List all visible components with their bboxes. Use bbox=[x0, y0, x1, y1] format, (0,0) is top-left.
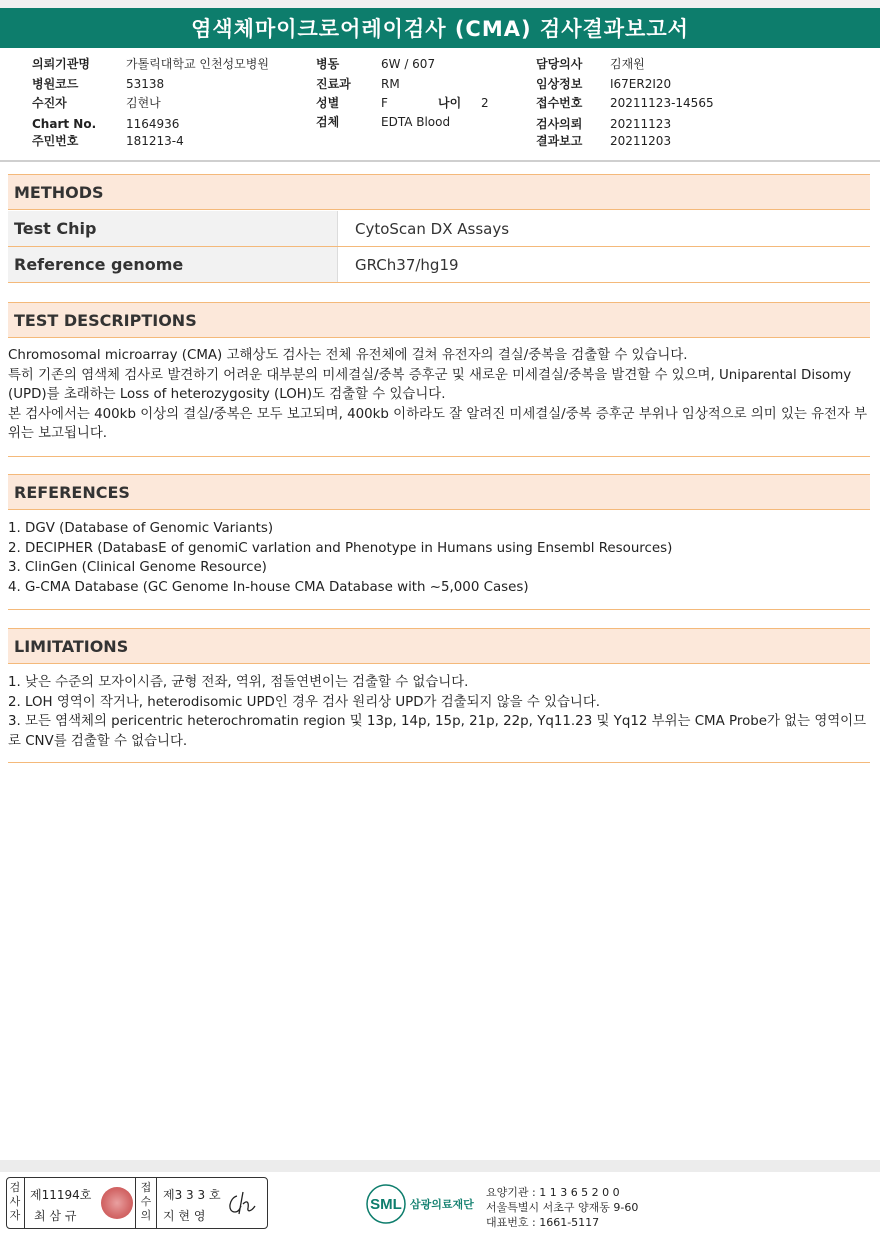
value-specimen: EDTA Blood bbox=[381, 115, 451, 129]
institution-code: 요양기관 : 1 1 3 6 5 2 0 0 bbox=[486, 1186, 620, 1199]
label-chart-no: Chart No. bbox=[32, 117, 97, 131]
label-report-date: 결과보고 bbox=[536, 134, 583, 148]
description-line: Chromosomal microarray (CMA) 고해상도 검사는 전체 유전체에 걸쳐 유전자의 결실/중복을 검출할 수 있습니다. bbox=[8, 348, 688, 363]
value-clinical-info: I67ER2I20 bbox=[610, 77, 672, 91]
value-resident-no: 181213-4 bbox=[126, 134, 184, 148]
methods-row-value: GRCh37/hg19 bbox=[355, 255, 459, 274]
label-request-date: 검사의뢰 bbox=[536, 117, 583, 131]
sml-logo-text: SML bbox=[370, 1196, 402, 1213]
test-descriptions-text bbox=[8, 346, 870, 444]
value-report-date: 20211203 bbox=[610, 134, 672, 148]
limitation-item: 1. 낮은 수준의 모자이시즘, 균형 전좌, 역위, 점돌연변이는 검출할 수 없습니다. bbox=[8, 675, 469, 690]
value-request-date: 20211123 bbox=[610, 117, 672, 131]
value-age: 2 bbox=[481, 96, 489, 110]
label-clinical-info: 임상정보 bbox=[536, 77, 583, 91]
label-age: 나이 bbox=[438, 96, 462, 110]
label-specimen: 검체 bbox=[316, 115, 340, 129]
label-institution: 의뢰기관명 bbox=[32, 57, 90, 71]
limitation-item: 2. LOH 영역이 작거나, heterodisomic UPD인 경우 검사 원리상 UPD가 검출되지 않을 수 있습니다. bbox=[8, 694, 601, 710]
box-divider bbox=[135, 1178, 136, 1228]
header-divider bbox=[0, 160, 880, 162]
receiver-vertical-label: 접수의 bbox=[140, 1181, 152, 1222]
value-chart-no: 1164936 bbox=[126, 117, 180, 131]
tester-vertical-label: 검사자 bbox=[9, 1181, 21, 1222]
footer-strip bbox=[0, 1160, 880, 1172]
sml-logo-icon bbox=[366, 1184, 486, 1224]
label-physician: 담당의사 bbox=[536, 57, 583, 71]
value-institution: 가톨릭대학교 인천성모병원 bbox=[126, 57, 269, 71]
section-divider bbox=[8, 762, 870, 763]
value-hospital-code: 53138 bbox=[126, 77, 165, 91]
references-heading: REFERENCES bbox=[8, 474, 870, 510]
value-department: RM bbox=[381, 77, 400, 91]
label-hospital-code: 병원코드 bbox=[32, 77, 79, 91]
signature-icon bbox=[223, 1190, 263, 1218]
box-divider bbox=[24, 1178, 25, 1228]
methods-row bbox=[8, 211, 870, 247]
methods-row-label: Test Chip bbox=[8, 211, 338, 246]
reference-item: 4. G-CMA Database (GC Genome In-house CMA Database with ~5,000 Cases) bbox=[8, 579, 529, 595]
limitations-heading: LIMITATIONS bbox=[8, 628, 870, 664]
references-list bbox=[8, 519, 870, 597]
reference-item: 2. DECIPHER (DatabasE of genomiC varIation and Phenotype in Humans using Ensembl Resources) bbox=[8, 540, 673, 556]
value-physician: 김재원 bbox=[610, 57, 645, 71]
report-title: 염색체마이크로어레이검사 (CMA) 검사결과보고서 bbox=[0, 8, 880, 48]
label-accession-no: 접수번호 bbox=[536, 96, 583, 110]
reference-item: 3. ClinGen (Clinical Genome Resource) bbox=[8, 560, 267, 575]
value-accession-no: 20211123-14565 bbox=[610, 96, 714, 110]
value-ward: 6W / 607 bbox=[381, 57, 436, 71]
org-address: 서울특별시 서초구 양재동 9-60 bbox=[486, 1201, 639, 1214]
tester-name: 최 삼 규 bbox=[34, 1209, 77, 1223]
label-ward: 병동 bbox=[316, 57, 340, 71]
section-divider bbox=[8, 609, 870, 610]
seal-stamp-icon bbox=[101, 1187, 133, 1219]
box-divider bbox=[156, 1178, 157, 1228]
methods-heading: METHODS bbox=[8, 174, 870, 210]
description-line: 본 검사에서는 400kb 이상의 결실/중복은 모두 보고되며, 400kb 이하라도 잘 알려진 미세결실/중복 증후군 부위나 임상적으로 의미 있는 유전자 부위는 보고됩니다. bbox=[8, 406, 868, 441]
label-resident-no: 주민번호 bbox=[32, 134, 79, 148]
org-phone: 대표번호 : 1661-5117 bbox=[486, 1216, 600, 1229]
value-sex: F bbox=[381, 96, 388, 110]
limitations-list bbox=[8, 673, 870, 751]
limitation-item: 3. 모든 염색체의 pericentric heterochromatin region 및 13p, 14p, 15p, 21p, 22p, Yq11.23 및 Yq12 부위는 CMA Probe가 없는 영역이므로 CNV를 검출할 수 없습니다. bbox=[8, 714, 867, 749]
section-divider bbox=[8, 456, 870, 457]
methods-row-value: CytoScan DX Assays bbox=[355, 219, 510, 238]
methods-row bbox=[8, 247, 870, 283]
value-patient: 김현나 bbox=[126, 96, 161, 110]
receiver-name: 지 현 영 bbox=[163, 1209, 206, 1223]
label-department: 진료과 bbox=[316, 77, 351, 91]
label-patient: 수진자 bbox=[32, 96, 67, 110]
test-descriptions-heading: TEST DESCRIPTIONS bbox=[8, 302, 870, 338]
org-name: 삼광의료재단 bbox=[410, 1198, 474, 1211]
signature-box bbox=[6, 1177, 268, 1229]
label-sex: 성별 bbox=[316, 96, 340, 110]
description-line: 특히 기존의 염색체 검사로 발견하기 어려운 대부분의 미세결실/중복 증후군 및 새로운 미세결실/중복을 발견할 수 있으며, Uniparental Disomy (UPD)를 초래하는 Loss of heterozygosity (LOH)도 검출할 수 있습니다. bbox=[8, 367, 852, 402]
methods-row-label: Reference genome bbox=[8, 247, 338, 282]
top-strip bbox=[0, 0, 880, 8]
receiver-license: 제3 3 3 호 bbox=[163, 1188, 221, 1202]
reference-item: 1. DGV (Database of Genomic Variants) bbox=[8, 521, 274, 536]
tester-license: 제11194호 bbox=[30, 1188, 92, 1202]
